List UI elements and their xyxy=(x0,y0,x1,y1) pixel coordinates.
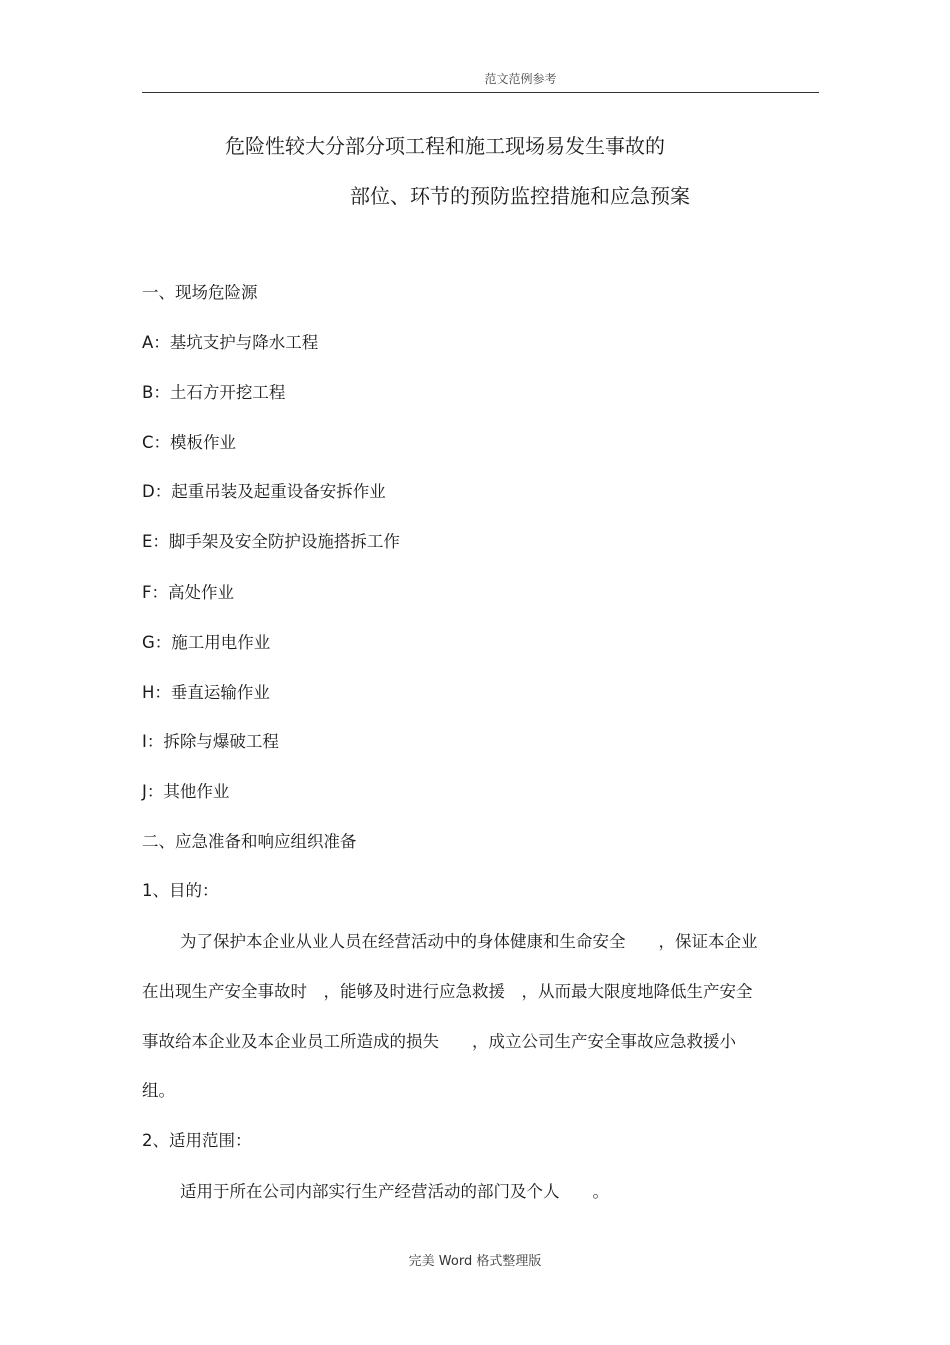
hazard-item-f: F：高处作业 xyxy=(142,583,234,602)
hazard-item-c: C：模板作业 xyxy=(142,433,237,452)
hazard-item-e: E：脚手架及安全防护设施搭拆工作 xyxy=(142,532,400,551)
hazard-item-b: B：土石方开挖工程 xyxy=(142,383,286,402)
purpose-heading: 1、目的： xyxy=(142,881,219,900)
purpose-paragraph-line-4: 组。 xyxy=(142,1081,175,1100)
page-header xyxy=(142,64,819,93)
scope-paragraph: 适用于所在公司内部实行生产经营活动的部门及个人 。 xyxy=(180,1182,609,1201)
scope-heading: 2、适用范围： xyxy=(142,1131,252,1150)
purpose-paragraph-line-3: 事故给本企业及本企业员工所造成的损失 ，成立公司生产安全事故应急救援小 xyxy=(142,1032,736,1051)
document-title-line-2: 部位、环节的预防监控措施和应急预案 xyxy=(350,184,690,208)
hazard-item-a: A：基坑支护与降水工程 xyxy=(142,333,319,352)
document-title-line-1: 危险性较大分部分项工程和施工现场易发生事故的 xyxy=(225,134,665,158)
header-text: 范文范例参考 xyxy=(484,72,557,86)
purpose-paragraph-line-1: 为了保护本企业从业人员在经营活动中的身体健康和生命安全 ，保证本企业 xyxy=(180,932,758,951)
section1-heading: 一、现场危险源 xyxy=(142,283,258,302)
hazard-item-h: H：垂直运输作业 xyxy=(142,683,270,702)
hazard-item-i: I：拆除与爆破工程 xyxy=(142,732,279,751)
purpose-paragraph-line-2: 在出现生产安全事故时 ，能够及时进行应急救援 ，从而最大限度地降低生产安全 xyxy=(142,982,753,1001)
page-footer: 完美 Word 格式整理版 xyxy=(408,1254,542,1269)
section2-heading: 二、应急准备和响应组织准备 xyxy=(142,832,357,851)
hazard-item-j: J：其他作业 xyxy=(142,782,230,801)
hazard-item-g: G：施工用电作业 xyxy=(142,633,271,652)
hazard-item-d: D：起重吊装及起重设备安拆作业 xyxy=(142,482,386,501)
